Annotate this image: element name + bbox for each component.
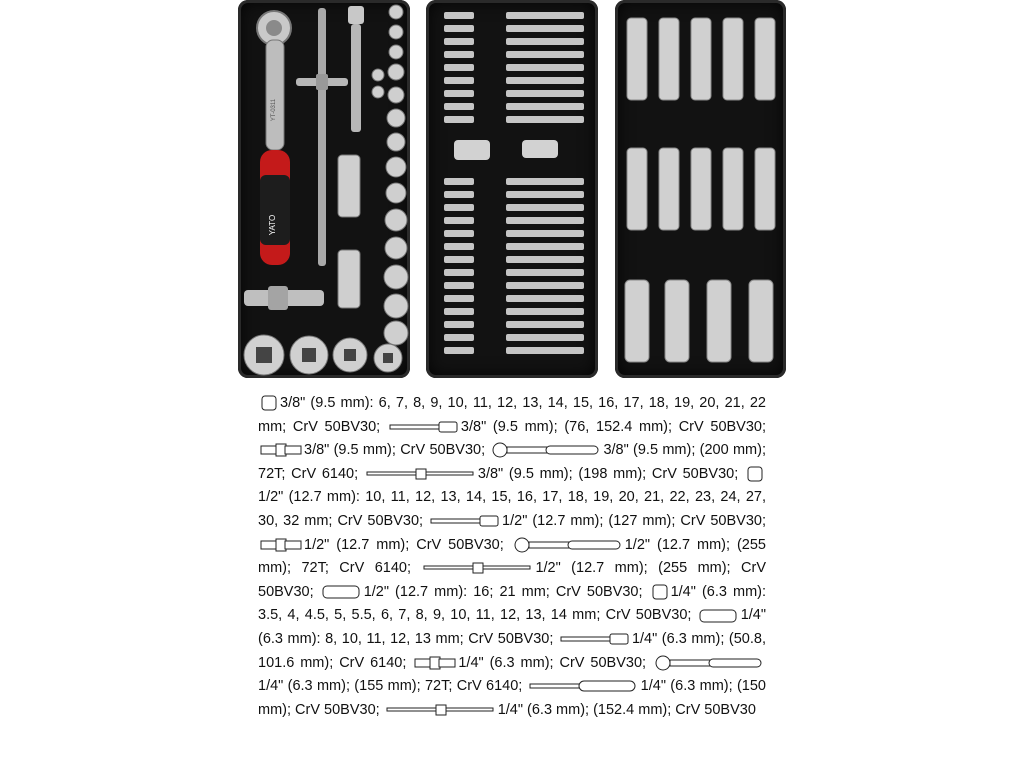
tray-right-contents xyxy=(615,0,786,378)
tray-left xyxy=(238,0,410,378)
spec-item: 1/4" (6.3 mm); CrV 50BV30; xyxy=(458,654,647,671)
ratchet-icon xyxy=(654,655,764,671)
extension-bar-icon xyxy=(430,513,500,529)
tray-middle-contents xyxy=(426,0,598,378)
spec-item: 3/8" (9.5 mm); (198 mm); CrV 50BV30; xyxy=(477,465,739,482)
deep-socket-icon xyxy=(322,584,362,600)
ratchet-icon xyxy=(513,537,623,553)
deep-sockets-row-3 xyxy=(625,280,773,362)
screwdriver-icon xyxy=(529,678,639,694)
spec-item: 3/8" (9.5 mm): 6, 7, 8, 9, 10, 11, 12, 13, 14, 15, 16, 17, 18, 19, 20, 21, 22 mm; CrV 50BV30; xyxy=(258,395,766,435)
universal-joint-icon xyxy=(414,655,456,671)
spec-item: 1/2" (12.7 mm); (255 mm); CrV 50BV30; xyxy=(258,560,766,600)
spec-item: 3/8" (9.5 mm); (200 mm); 72T; CrV 6140; xyxy=(258,442,766,482)
deep-sockets-row-2 xyxy=(627,148,775,230)
extension-bars xyxy=(296,6,364,266)
spec-item: 1/4" (6.3 mm); (150 mm); CrV 50BV30; xyxy=(258,678,766,718)
spec-item: 1/2" (12.7 mm); (255 mm); 72T; CrV 6140; xyxy=(258,536,766,577)
ratchet-3-8-icon xyxy=(257,11,291,265)
socket-column-3-8 xyxy=(372,5,408,345)
spec-item: 1/4" (6.3 mm); (152.4 mm); CrV 50BV30 xyxy=(497,701,756,718)
universal-joint xyxy=(244,286,324,310)
spec-item: 1/4" (6.3 mm): 8, 10, 11, 12, 13 mm; CrV 50BV30; xyxy=(258,607,766,647)
bit-holders xyxy=(454,140,558,160)
extension-bar-icon xyxy=(560,631,630,647)
tray-right xyxy=(615,0,786,378)
bit-set-upper xyxy=(444,12,584,123)
spec-item: 3/8" (9.5 mm); CrV 50BV30; xyxy=(304,442,486,459)
bit-set-lower xyxy=(444,178,584,354)
ratchet-icon xyxy=(491,442,601,458)
universal-joint-icon xyxy=(260,537,302,553)
spec-item: 1/4" (6.3 mm); (155 mm); 72T; CrV 6140; xyxy=(258,678,523,695)
spec-item: 1/4" (6.3 mm): 3.5, 4, 4.5, 5, 5.5, 6, 7, 8, 9, 10, 11, 12, 13, 14 mm; CrV 50BV30; xyxy=(258,583,767,624)
t-bar-icon xyxy=(386,702,496,718)
spec-item: 1/4" (6.3 mm); (50.8, 101.6 mm); CrV 6140; xyxy=(258,630,766,671)
extension-bar-icon xyxy=(389,419,459,435)
tray-middle xyxy=(426,0,598,378)
spec-item: 1/2" (12.7 mm): 10, 11, 12, 13, 14, 15, 16, 17, 18, 19, 20, 21, 22, 23, 24, 27, 30, 32 mm; CrV 50BV30; xyxy=(258,489,766,529)
ratchet-marking: YT-0311 xyxy=(271,98,277,122)
spec-item: 1/2" (12.7 mm): 16; 21 mm; CrV 50BV30; xyxy=(363,583,643,600)
socket-icon xyxy=(651,584,669,600)
brand-label: YATO xyxy=(268,214,277,236)
t-bar-icon xyxy=(366,466,476,482)
socket-icon xyxy=(746,466,764,482)
spec-item: 1/2" (12.7 mm); CrV 50BV30; xyxy=(304,536,504,553)
deep-sockets-1-2 xyxy=(338,155,360,308)
universal-joint-icon xyxy=(260,442,302,458)
tray-left-contents xyxy=(238,0,410,378)
deep-socket-icon xyxy=(699,608,739,624)
socket-icon xyxy=(260,395,278,411)
spec-item: 1/2" (12.7 mm); (127 mm); CrV 50BV30; xyxy=(502,512,767,529)
spec-item: 3/8" (9.5 mm); (76, 152.4 mm); CrV 50BV30; xyxy=(460,418,767,435)
spec-paragraph xyxy=(258,392,766,722)
deep-sockets-row-1 xyxy=(627,18,775,100)
large-sockets xyxy=(244,335,402,375)
t-bar-icon xyxy=(423,560,533,576)
specification-text xyxy=(258,392,766,768)
